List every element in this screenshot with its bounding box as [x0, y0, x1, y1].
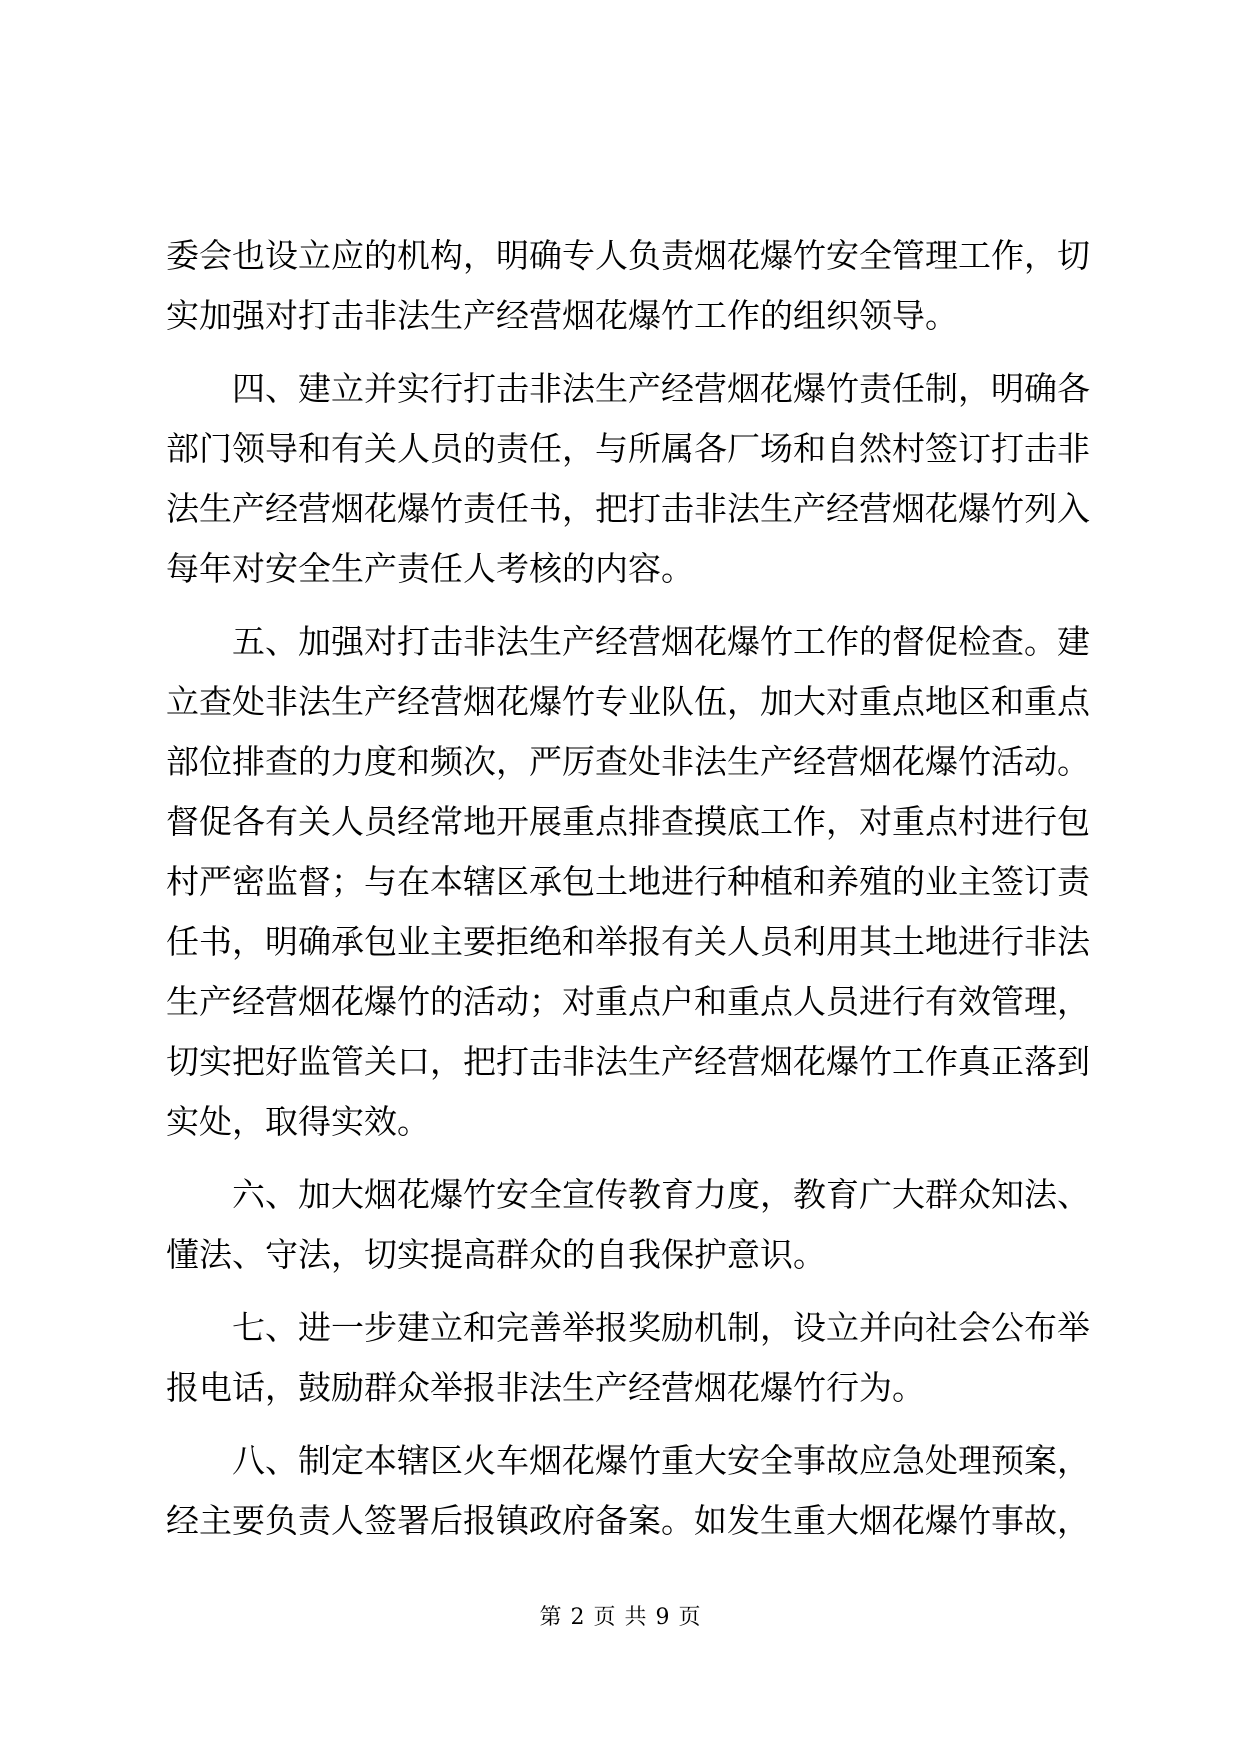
- text-line: 督促各有关人员经常地开展重点排查摸底工作，对重点村进行包: [166, 802, 1090, 841]
- text-line: 任书，明确承包业主要拒绝和举报有关人员利用其土地进行非法: [166, 922, 1090, 961]
- text-line: 经主要负责人签署后报镇政府备案。如发生重大烟花爆竹事故，: [166, 1501, 1090, 1540]
- text-line: 懂法、守法，切实提高群众的自我保护意识。: [166, 1235, 826, 1274]
- paragraph-start: 八、制定本辖区火车烟花爆竹重大安全事故应急处理预案，: [232, 1441, 1090, 1480]
- document-body: [166, 226, 1090, 1551]
- paragraph-start: 四、建立并实行打击非法生产经营烟花爆竹责任制，明确各: [232, 369, 1090, 408]
- page-footer: [0, 1603, 1241, 1633]
- text-line: 切实把好监管关口，把打击非法生产经营烟花爆竹工作真正落到: [166, 1042, 1090, 1081]
- text-line: 实处，取得实效。: [166, 1102, 430, 1141]
- text-line: 每年对安全生产责任人考核的内容。: [166, 549, 694, 588]
- text-line: 村严密监督；与在本辖区承包土地进行种植和养殖的业主签订责: [166, 862, 1090, 901]
- text-line: 部门领导和有关人员的责任，与所属各厂场和自然村签订打击非: [166, 429, 1090, 468]
- text-line: 法生产经营烟花爆竹责任书，把打击非法生产经营烟花爆竹列入: [166, 489, 1090, 528]
- text-line: 部位排查的力度和频次，严厉查处非法生产经营烟花爆竹活动。: [166, 742, 1090, 781]
- page-number: 第 2 页 共 9 页: [539, 1605, 702, 1630]
- paragraph-start: 六、加大烟花爆竹安全宣传教育力度，教育广大群众知法、: [232, 1175, 1090, 1214]
- text-line: 生产经营烟花爆竹的活动；对重点户和重点人员进行有效管理，: [166, 982, 1090, 1021]
- paragraph-start: 七、进一步建立和完善举报奖励机制，设立并向社会公布举: [232, 1308, 1090, 1347]
- text-line: 实加强对打击非法生产经营烟花爆竹工作的组织领导。: [166, 296, 958, 335]
- text-line: 报电话，鼓励群众举报非法生产经营烟花爆竹行为。: [166, 1368, 925, 1407]
- paragraph-start: 五、加强对打击非法生产经营烟花爆竹工作的督促检查。建: [232, 622, 1090, 661]
- text-line: 立查处非法生产经营烟花爆竹专业队伍，加大对重点地区和重点: [166, 682, 1090, 721]
- text-line: 委会也设立应的机构，明确专人负责烟花爆竹安全管理工作，切: [166, 236, 1090, 275]
